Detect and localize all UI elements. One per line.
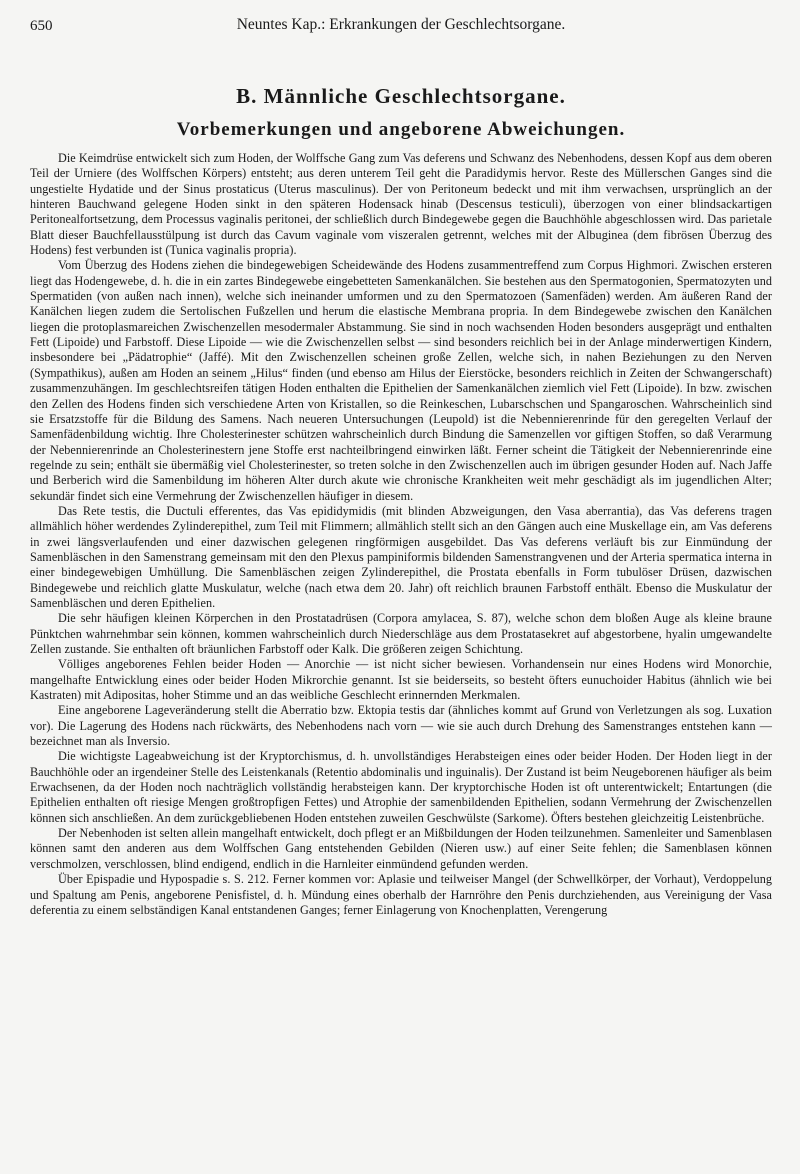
paragraph-keimdruese: Die Keimdrüse entwickelt sich zum Hoden, der Wolffsche Gang zum Vas deferens und Schwanz des Nebenhodens, dessen Kopf aus dem oberen Teil der Urniere (des Wolffschen Körpers) entsteht; aus deren unterem Teil geht die Paradidymis hervor. Reste des Müllerschen Ganges sind die ungestielte Hydatide und der Sinus prostaticus (Uterus masculinus). Der von Peritoneum bedeckt und mit ihm verwachsen, ursprünglich an der hinteren Bauchwand gelegene Hoden sinkt in den späteren Hodensack hinab (Descensus testiculi), überzogen von einer blindsackartigen Peritonealfortsetzung, dem Processus vaginalis peritonei, der schließlich durch Bindegewebe gegen die Bauchhöhle abgeschlossen wird. Das parietale Blatt dieser Bauchfellausstülpung ist durch das Cavum vaginale vom viszeralen getrennt, welches mit der Albuginea (dem fibrösen Überzug des Hodens) fest verbunden ist (Tunica vaginalis propria). [30,151,772,258]
paragraph-hodenueberzug: Vom Überzug des Hodens ziehen die bindegewebigen Scheidewände des Hodens zusammentreffend zum Corpus Highmori. Zwischen ersteren liegt das Hodengewebe, d. h. die in ein zartes Bindegewebe eingebetteten Samenkanälchen. Sie bestehen aus den Spermatogonien, Spermatozyten und Spermatiden (von außen nach innen), welche sich ineinander umformen und zu den Spermatozoen (Samenfäden) werden. Am äußeren Rand der Kanälchen liegen zudem die Sertolischen Fußzellen und herum die elastische Membrana propria. In dem Bindegewebe zwischen den Kanälchen liegen die protoplasmareichen Zwischenzellen mesodermaler Abstammung. Sie sind in noch wachsenden Hoden besonders ausgeprägt und enthalten Fett (Lipoide) und Farbstoff. Diese Lipoide — wie die Zwischenzellen selbst — sind besonders reichlich bei in der Anlage minderwertigen Kindern, insbesondere bei „Pädatrophie“ (Jaffé). Mit den Zwischenzellen scheinen große Zellen, welche sich, in nahen Beziehungen zu den Nerven (Sympathikus), außen am Hoden an seinem „Hilus“ finden (und ebenso am Hilus der Eierstöcke, besonders reichlich in Zeiten der Schwangerschaft) zusammenzuhängen. Im geschlechtsreifen tätigen Hoden enthalten die Epithelien der Samenkanälchen ziemlich viel Fett (Lipoide). In bzw. zwischen den Zellen des Hodens finden sich verschiedene Arten von Kristallen, so die Reinkeschen, Lubarschschen und Spangaroschen. Wahrscheinlich sind sie Ersatzstoffe für die Bildung des Samens. Nach neueren Untersuchungen (Leupold) ist die Nebennierenrinde für den geregelten Verlauf der Samenfädenbildung wichtig. Ihre Cholesterinester schützen wahrscheinlich durch Bindung die Samenzellen vor giftigen Stoffen, so daß Verarmung der Nebennierenrinde an Cholesterinestern jene Stoffe erst nachteilbringend einwirken läßt. Ferner scheint die Tätigkeit der Nebennierenrinde eine regelnde zu sein; enthält sie übermäßig viel Cholesterinester, so treten solche in den Zwischenzellen auch im übrigen gesunder Hoden auf. Nach Jaffe und Berberich wird die Samenbildung im höheren Alter durch akute wie chronische Krankheiten weit mehr geschädigt als im jugendlichen Alter; sekundär findet sich eine Vermehrung der Zwischenzellen häufiger in diesem. [30,258,772,503]
paragraph-anorchie: Völliges angeborenes Fehlen beider Hoden — Anorchie — ist nicht sicher bewiesen. Vorhandensein nur eines Hodens wird Monorchie, mangelhafte Entwicklung eines oder beider Hoden Mikrorchie genannt. Ist sie beiderseits, so besteht öfters eunuchoider Habitus (ähnlich wie bei Kastraten) mit Adipositas, hoher Stimme und an das weibliche Geschlecht erinnernden Merkmalen. [30,657,772,703]
paragraph-corpora-amylacea: Die sehr häufigen kleinen Körperchen in den Prostatadrüsen (Corpora amylacea, S. 87), welche schon dem bloßen Auge als kleine braune Pünktchen wahrnehmbar sein können, kommen wahrscheinlich durch Niederschläge aus dem Prostatasekret auf abgestorbene, hyalin umgewandelte Zellen zustande. Sie enthalten oft bräunlichen Farbstoff oder Kalk. Die größeren zeigen Schichtung. [30,611,772,656]
subsection-title: Vorbemerkungen und angeborene Abweichungen. [176,119,626,140]
body-text [30,151,772,918]
section-title: B. Männliche Geschlechtsorgane. [236,84,566,108]
book-page [30,12,772,918]
paragraph-ektopia-testis: Eine angeborene Lageveränderung stellt die Aberratio bzw. Ektopia testis dar (ähnliches kommt auf Grund von Verletzungen als sog. Luxation vor). Die Lagerung des Hodens nach rückwärts, des Nebenhodens nach vorn — wie sie auch durch Drehung des Samenstranges entstehen kann — bezeichnet man als Inversio. [30,703,772,749]
running-head: Neuntes Kap.: Erkrankungen der Geschlechtsorgane. [236,16,566,33]
paragraph-nebenhoden: Der Nebenhoden ist selten allein mangelhaft entwickelt, doch pflegt er an Mißbildungen der Hoden teilzunehmen. Samenleiter und Samenblasen können samt den anderen aus dem Wolffschen Gang entstehenden Gebilden (Nieren usw.) auf einer Seite fehlen; die Samenblasen können verschmolzen, verschlossen, blind endigend, endlich in die Harnleiter einmündend gefunden werden. [30,826,772,871]
page-number: 650 [30,18,53,34]
paragraph-kryptorchismus: Die wichtigste Lageabweichung ist der Kryptorchismus, d. h. unvollständiges Herabsteigen eines oder beider Hoden. Der Hoden liegt in der Bauchhöhle oder an irgendeiner Stelle des Leistenkanals (Retentio abdominalis und inguinalis). Der Zustand ist beim Neugeborenen häufiger als beim Erwachsenen, da der Hoden noch nachträglich vollständig herabsteigen kann. Der kryptorchische Hoden ist oft unterentwickelt; Entartungen (die Epithelien enthalten oft riesige Mengen großtropfigen Fettes) und Atrophie der samenbildenden Epithelien, sodann Vermehrung der Zwischenzellen können sich anschließen. An dem zurückgebliebenen Hoden entstehen zuweilen Geschwülste (Sarkome). Öfters bestehen gleichzeitig Leistenbrüche. [30,749,772,825]
page-header [30,12,772,36]
paragraph-rete-testis: Das Rete testis, die Ductuli efferentes, das Vas epididymidis (mit blinden Abzweigungen, den Vasa aberrantia), das Vas deferens tragen allmählich höher werdendes Zylinderepithel, zum Teil mit Flimmern; allmählich stellt sich an den Gängen auch eine Muskellage ein, am Vas deferens in zwei längsverlaufenden und einer dazwischen gelegenen ringförmigen ausgebildet. Das Vas deferens verläuft bis zur Einmündung der Samenbläschen in den Samenstrang gemeinsam mit den den Plexus pampiniformis bildenden Samenstrangvenen und der Arteria spermatica interna in einer bindegewebigen Umhüllung. Die Samenbläschen zeigen Zylinderepithel, die Prostata ebenfalls in Form tubulöser Drüsen, dazwischen Bindegewebe und reichlich glatte Muskulatur, welche (nach etwa dem 20. Jahr) oft reichlich braunen Farbstoff enthält. Ebenso die Muskulatur der Samenbläschen und deren Epithelien. [30,503,772,610]
paragraph-epispadie: Über Epispadie und Hypospadie s. S. 212. Ferner kommen vor: Aplasie und teilweiser Mangel (der Schwellkörper, der Vorhaut), Verdoppelung und Spaltung am Penis, angeborene Penisfistel, d. h. Mündung eines oberhalb der Harnröhre den Penis durchziehenden, aus Vereinigung der Vasa deferentia zu einem selbständigen Kanal entstandenen Ganges; ferner Einlagerung von Knochenplatten, Verengerung [30,872,772,917]
